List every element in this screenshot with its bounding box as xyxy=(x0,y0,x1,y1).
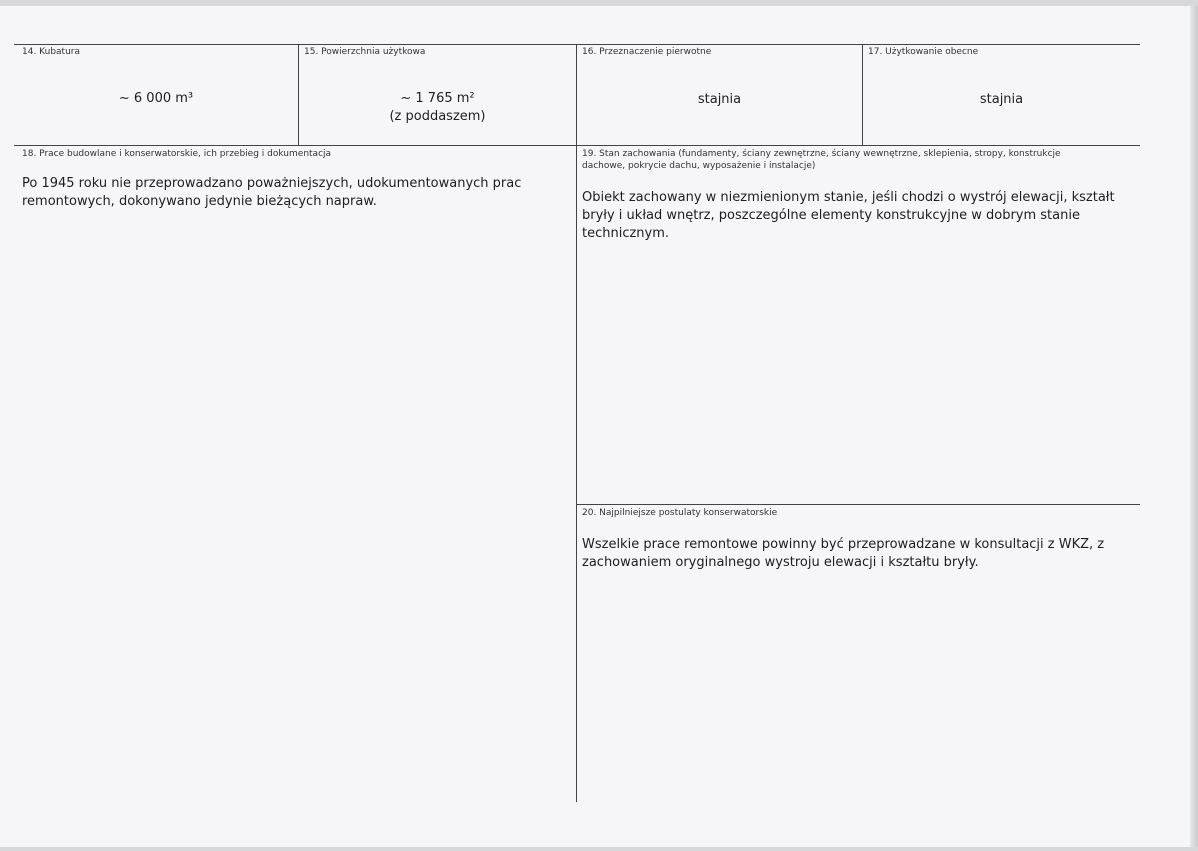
field-18-text: Po 1945 roku nie przeprowadzano poważniejszych, udokumentowanych prac remontowych, dokonywano jedynie bieżących napraw. xyxy=(22,176,522,209)
top-rule xyxy=(14,44,1140,45)
field-19-text: Obiekt zachowany w niezmienionym stanie, jeśli chodzi o wystrój elewacji, kształt bryły i układ wnętrz, poszczególne elementy konstrukcyjne w dobrym stanie technicznym. xyxy=(582,190,1115,241)
field-19-label: 19. Stan zachowania (fundamenty, ściany zewnętrzne, ściany wewnętrzne, sklepienia, stropy, konstrukcje dachowe, pokrycie dachu, wyposażenie i instalacje) xyxy=(582,149,1061,171)
field-16-value: stajnia xyxy=(697,92,742,107)
field-14-value: ~ 6 000 m³ xyxy=(118,91,194,106)
field-17-label: 17. Użytkowanie obecne xyxy=(868,47,979,57)
field-18-label: 18. Prace budowlane i konserwatorskie, ich przebieg i dokumentacja xyxy=(22,149,332,159)
field-20-label: 20. Najpilniejsze postulaty konserwatorskie xyxy=(582,508,778,518)
field-20-text: Wszelkie prace remontowe powinny być przeprowadzane w konsultacji z WKZ, z zachowaniem oryginalnego wystroju elewacji i kształtu bryły. xyxy=(582,537,1105,570)
field-15-label: 15. Powierzchnia użytkowa xyxy=(304,47,426,57)
field-15-value-line2: (z poddaszem) xyxy=(389,109,486,124)
field-17-value: stajnia xyxy=(979,92,1024,107)
form-sheet xyxy=(0,6,1190,847)
field-14-label: 14. Kubatura xyxy=(22,47,81,57)
sheet-edge xyxy=(1190,6,1198,847)
field-15-value-line1: ~ 1 765 m² xyxy=(400,91,475,106)
field-16-label: 16. Przeznaczenie pierwotne xyxy=(582,47,712,57)
row1-bottom-rule xyxy=(14,145,1140,146)
f20-top-rule xyxy=(577,504,1140,505)
divider-15-16 xyxy=(576,44,577,802)
